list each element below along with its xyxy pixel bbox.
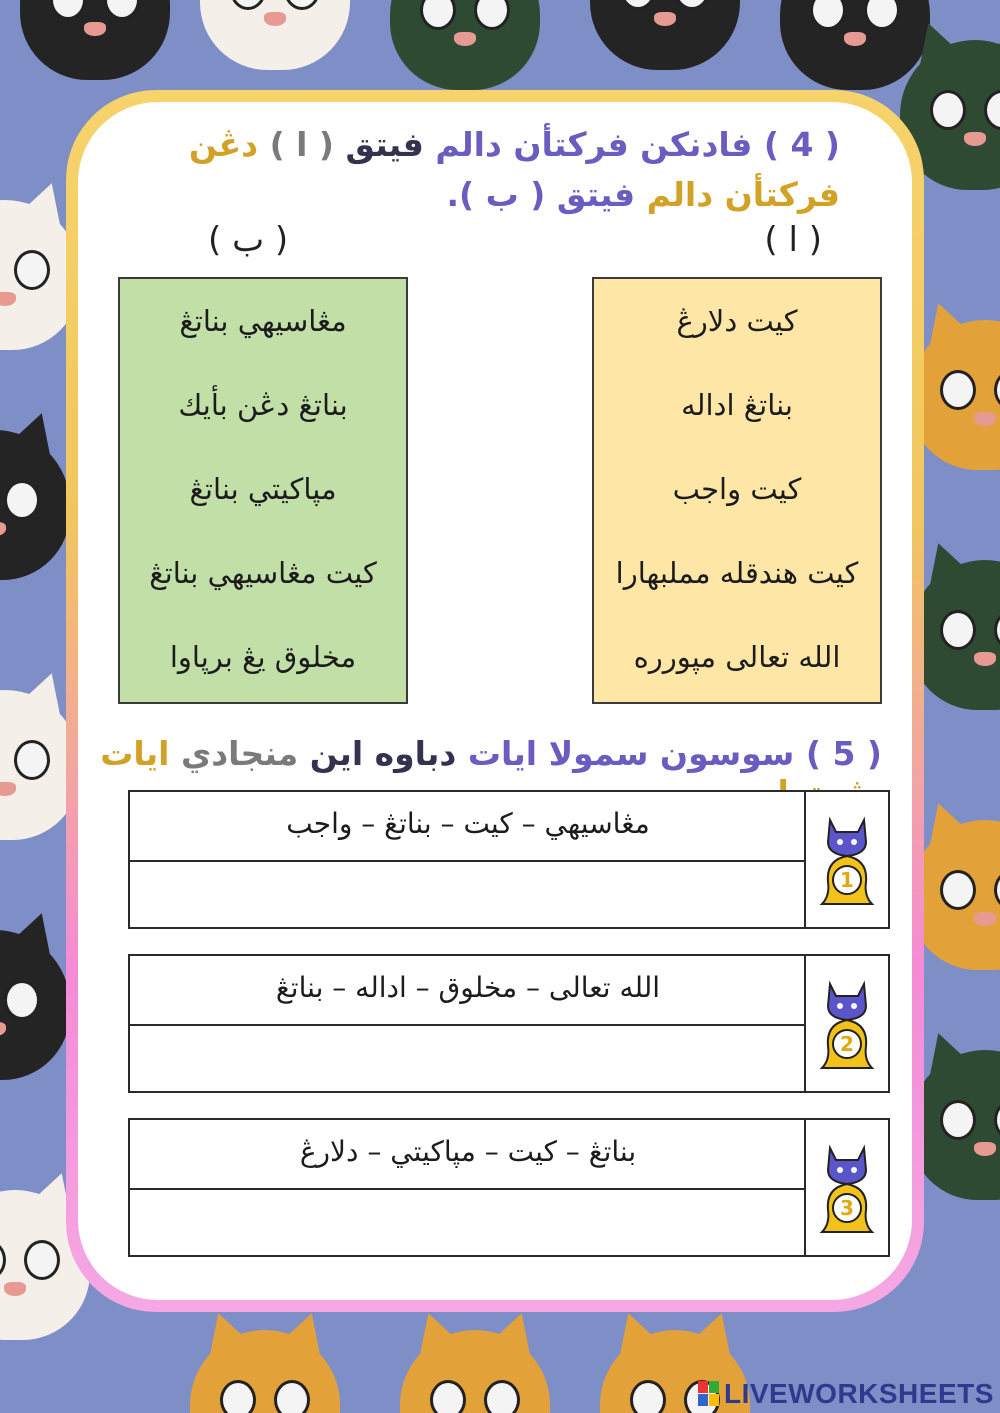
exercise-3 [128,1118,890,1257]
question-4-heading [120,120,840,220]
q5-part1: سوسون سمولا ايات [467,734,795,773]
column-a-label: ( ا ) [764,220,822,260]
column-b-item[interactable]: مپاكيتي بناتڠ [189,472,337,506]
badge-number: 2 [840,1032,854,1056]
q5-part4: ايات [100,734,170,773]
q4-part3: ( ا ) [269,125,335,164]
number-badge-cell [804,956,888,1091]
exercise-words: بناتڠ – كيت – مپاكيتي – دلارڠ [130,1120,806,1190]
liveworksheets-logo[interactable] [698,1378,994,1410]
cat-face-icon [20,0,170,80]
q4-number: ( 4 ) [763,125,840,164]
badge-number: 3 [840,1196,854,1220]
badge-number: 1 [840,868,854,892]
column-a-box [592,277,882,704]
column-b-item[interactable]: كيت مڠاسيهي بناتڠ [149,556,377,590]
q5-number: ( 5 ) [805,734,882,773]
cat-face-icon [0,930,70,1080]
column-a-item[interactable]: بناتڠ اداله [681,388,793,422]
q4-part5: فيتق [556,175,636,214]
column-a-item[interactable]: كيت هندقله مملبهارا [615,556,859,590]
exercise-1 [128,790,890,929]
answer-input[interactable] [130,1026,810,1093]
answer-input[interactable] [130,1190,810,1257]
worksheet-card [66,90,924,1312]
cat-face-icon [590,0,740,70]
q4-part6: ( ب ) [459,175,546,214]
cat-face-icon [400,1330,550,1413]
column-a-item[interactable]: الله تعالى مپورره [633,640,841,674]
number-badge-cell [804,1120,888,1255]
cat-face-icon [200,0,350,70]
cat-face-icon [190,1330,340,1413]
exercise-words: مڠاسيهي – كيت – بناتڠ – واجب [130,792,806,862]
cat-number-badge-icon [816,1144,878,1236]
q4-part4: دڠن فركتأن دالم [188,125,840,214]
exercise-2 [128,954,890,1093]
column-b-box [118,277,408,704]
cat-face-icon [0,430,70,580]
column-a-item[interactable]: كيت دلارڠ [676,304,798,338]
cat-number-badge-icon [816,816,878,908]
cat-face-icon [390,0,540,90]
q4-part7: . [446,175,460,214]
column-b-item[interactable]: بناتڠ دڠن بأيك [178,388,348,422]
liveworksheets-logo-text: LIVEWORKSHEETS [724,1378,994,1409]
column-b-label: ( ب ) [208,220,289,260]
q5-part3: منجادي [180,734,299,773]
worksheet-content [78,102,912,1300]
answer-input[interactable] [130,862,810,929]
column-b-item[interactable]: مڠاسيهي بناتڠ [179,304,347,338]
column-b-item[interactable]: مخلوق يڠ برپاوا [169,640,357,674]
q5-part2: دباوه اين [309,734,457,773]
q4-part2: فيتق [345,125,424,164]
liveworksheets-logo-icon [698,1381,720,1407]
exercise-words: الله تعالى – مخلوق – اداله – بناتڠ [130,956,806,1026]
q4-part1: فادنكن فركتأن دالم [435,125,753,164]
number-badge-cell [804,792,888,927]
column-a-item[interactable]: كيت واجب [672,472,802,506]
cat-number-badge-icon [816,980,878,1072]
